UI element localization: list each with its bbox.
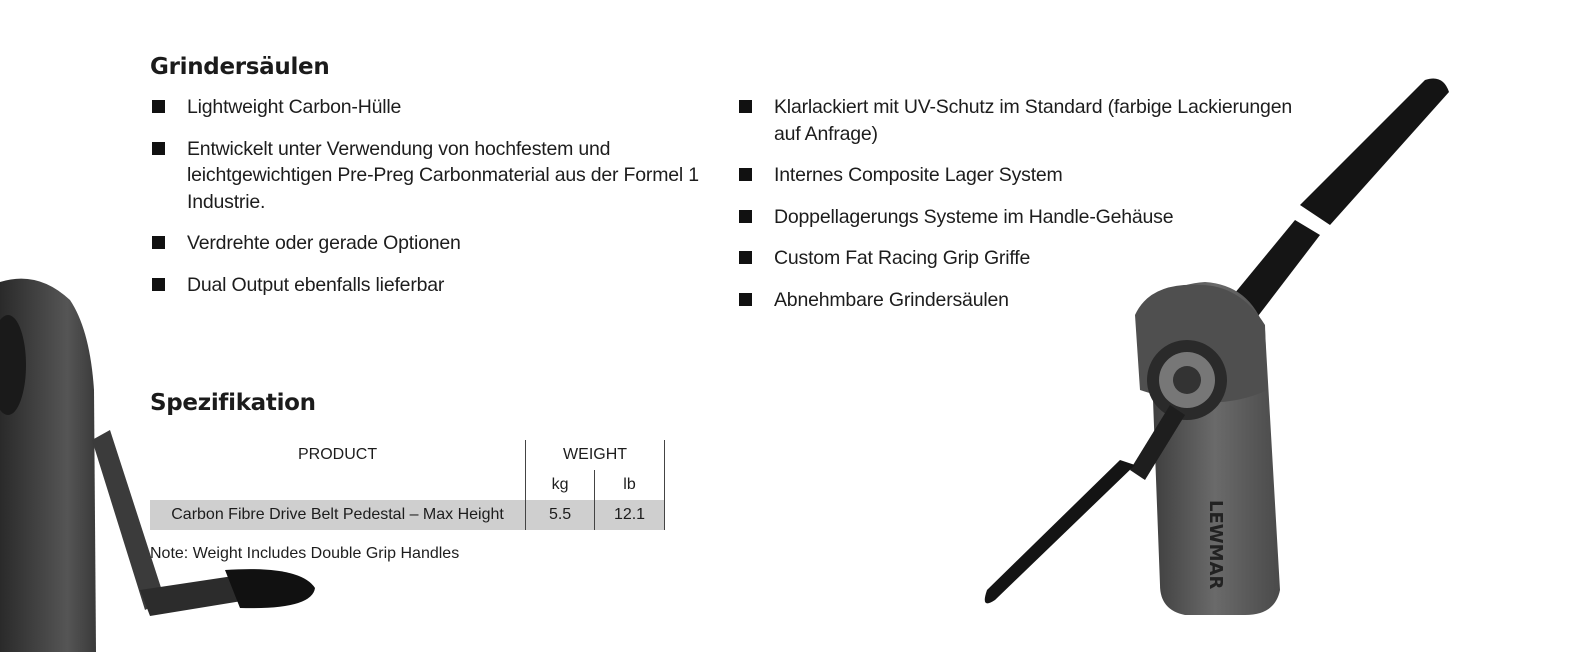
feature-list-right (737, 94, 1317, 328)
section-title-grindersaeulen: Grindersäulen (150, 54, 330, 80)
column-header-weight: WEIGHT (526, 440, 665, 470)
bullet-square-icon (739, 251, 752, 264)
list-item: Klarlackiert mit UV-Schutz im Standard (farbige Lackierungen auf Anfrage) (737, 94, 1317, 147)
bullet-square-icon (152, 100, 165, 113)
bullet-square-icon (739, 100, 752, 113)
unit-lb-header: lb (595, 470, 665, 500)
feature-list-left (150, 94, 710, 313)
bullet-square-icon (152, 142, 165, 155)
table-row (150, 500, 665, 530)
bullet-square-icon (152, 236, 165, 249)
bullet-square-icon (152, 278, 165, 291)
cell-kg: 5.5 (526, 500, 595, 530)
list-item: Verdrehte oder gerade Optionen (150, 230, 710, 257)
list-item: Entwickelt unter Verwendung von hochfestem und leichtgewichtigen Pre-Preg Carbonmaterial aus der Formel 1 Industrie. (150, 136, 710, 216)
cell-product: Carbon Fibre Drive Belt Pedestal – Max Height (150, 500, 526, 530)
cell-lb: 12.1 (595, 500, 665, 530)
bullet-square-icon (739, 210, 752, 223)
column-header-product: PRODUCT (297, 446, 378, 463)
bullet-square-icon (739, 168, 752, 181)
pedestal-logo: LEWMAR (1205, 500, 1226, 590)
list-item: Internes Composite Lager System (737, 162, 1317, 189)
list-item: Doppellagerungs Systeme im Handle-Gehäuse (737, 204, 1317, 231)
weight-note: Note: Weight Includes Double Grip Handles (150, 545, 460, 562)
section-title-spezifikation: Spezifikation (150, 390, 316, 416)
bullet-square-icon (739, 293, 752, 306)
list-item: Custom Fat Racing Grip Griffe (737, 245, 1317, 272)
spec-table (150, 440, 665, 530)
unit-kg-header: kg (526, 470, 595, 500)
list-item: Abnehmbare Grindersäulen (737, 287, 1317, 314)
list-item: Dual Output ebenfalls lieferbar (150, 272, 710, 299)
list-item: Lightweight Carbon-Hülle (150, 94, 710, 121)
